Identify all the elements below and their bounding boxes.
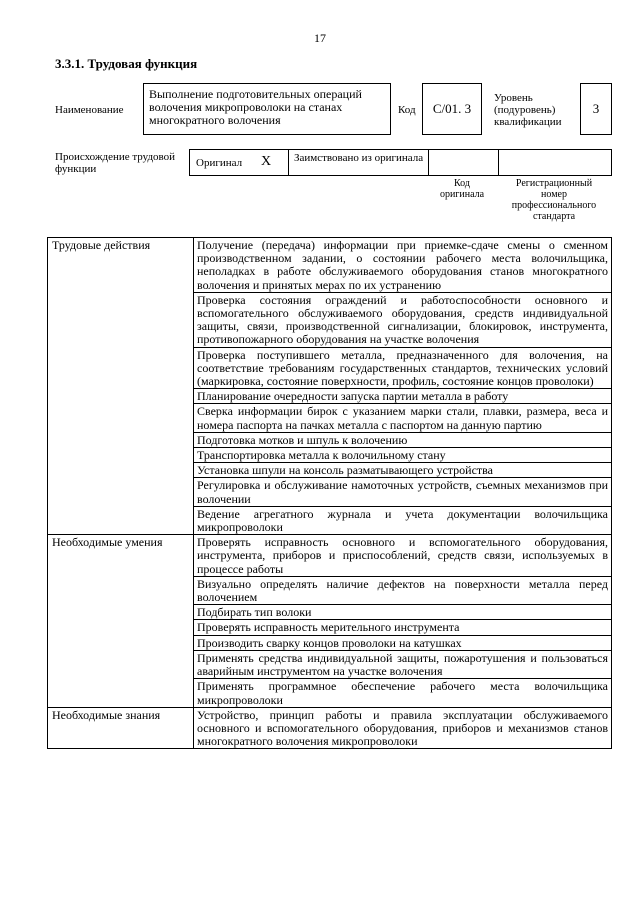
section-heading: Необходимые знания — [48, 707, 194, 749]
level-value: 3 — [592, 101, 600, 116]
origin-divider-3 — [498, 150, 499, 175]
list-item: Проверять исправность основного и вспомогательного оборудования, инструмента, приборов и приспособлений, средств связи, используемых в процессе работы — [194, 535, 612, 577]
list-item: Визуально определять наличие дефектов на поверхности металла перед волочением — [194, 576, 612, 604]
name-value: Выполнение подготовительных операций волочения микропроволоки на станах многократного волочения — [149, 87, 362, 127]
list-item: Регулировка и обслуживание намоточных устройств, съемных механизмов при волочении — [194, 478, 612, 506]
origin-label: Происхождение трудовой функции — [55, 151, 176, 175]
section-title: 3.3.1. Трудовая функция — [55, 56, 198, 71]
list-item: Получение (передача) информации при приемке-сдаче смены о сменном производственном задании, о состоянии рабочего места волочильщика, неполадках в работе обслуживаемого оборудования станов многократного волочения и принятых мерах по их устранению — [194, 238, 612, 293]
list-item: Подготовка мотков и шпуль к волочению — [194, 432, 612, 447]
code-original-caption: Код оригинала — [439, 178, 485, 200]
name-value-box — [143, 83, 391, 135]
code-value: С/01. 3 — [432, 101, 472, 116]
list-item: Проверка поступившего металла, предназначенного для волочения, на соответствие требованиям государственных стандартов, технических условий (маркировка, состояние поверхности, профиль, состояние концов проволоки) — [194, 347, 612, 389]
list-item: Установка шпули на консоль разматывающего устройства — [194, 463, 612, 478]
list-item: Ведение агрегатного журнала и учета документации волочильщика микропроволоки — [194, 506, 612, 534]
level-label: Уровень (подуровень) квалификации — [494, 92, 562, 128]
list-item: Устройство, принцип работы и правила эксплуатации обслуживаемого основного и вспомогательного оборудования, приборов и механизмов станов многократного волочения микропроволоки — [194, 707, 612, 749]
name-label: Наименование — [55, 104, 124, 116]
code-label: Код — [398, 104, 416, 116]
level-value-box — [580, 83, 612, 135]
origin-divider-2 — [428, 150, 429, 175]
reg-number-caption: Регистрационный номер профессионального стандарта — [511, 178, 597, 222]
labor-function-table — [47, 237, 612, 749]
table-row — [48, 238, 612, 293]
borrowed-label: Заимствовано из оригинала — [294, 152, 424, 164]
list-item: Проверять исправность мерительного инструмента — [194, 620, 612, 635]
page-number: 17 — [314, 31, 326, 45]
list-item: Применять программное обеспечение рабочего места волочильщика микропроволоки — [194, 679, 612, 707]
origin-divider-1 — [288, 150, 289, 175]
list-item: Производить сварку концов проволоки на катушках — [194, 635, 612, 650]
section-heading: Необходимые умения — [48, 535, 194, 707]
list-item: Сверка информации бирок с указанием марки стали, плавки, размера, веса и номера паспорта на пачках металла с паспортом на данную партию — [194, 404, 612, 432]
code-value-box — [422, 83, 482, 135]
table-row — [48, 535, 612, 577]
original-mark: Х — [261, 154, 272, 169]
list-item: Транспортировка металла к волочильному стану — [194, 448, 612, 463]
section-heading: Трудовые действия — [48, 238, 194, 535]
table-row — [48, 707, 612, 749]
list-item: Применять средства индивидуальной защиты, пожаротушения и пользоваться аварийным инструментом на участке волочения — [194, 650, 612, 678]
list-item: Планирование очередности запуска партии металла в работу — [194, 389, 612, 404]
original-label: Оригинал — [196, 157, 243, 169]
list-item: Проверка состояния ограждений и работоспособности основного и вспомогательного обслуживаемого оборудования, средств индивидуальной защиты, связи, производственной сигнализации, блокировок, инструмента, противопожарного оборудования на участке волочения — [194, 292, 612, 347]
origin-row — [189, 149, 612, 176]
list-item: Подбирать тип волоки — [194, 605, 612, 620]
